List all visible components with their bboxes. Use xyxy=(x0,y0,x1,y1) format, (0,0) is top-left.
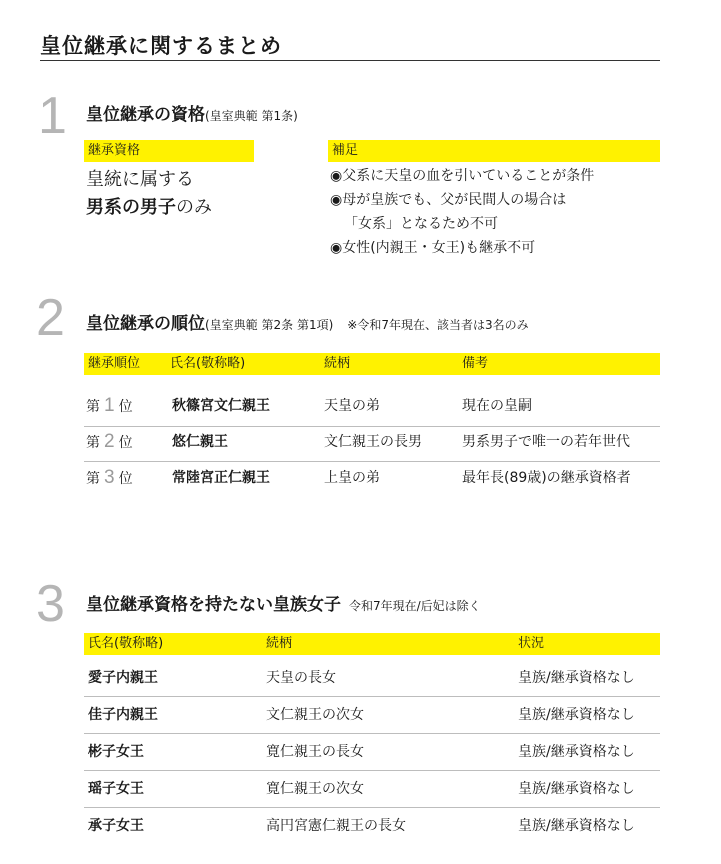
rank-cell: 第 3 位 xyxy=(86,467,133,488)
section-2-heading xyxy=(86,309,529,334)
women-table-header xyxy=(84,633,660,655)
rank-cell: 第 2 位 xyxy=(86,431,133,452)
section-3-heading-text: 皇位継承資格を持たない皇族女子 xyxy=(86,595,341,615)
relation-cell: 文仁親王の長男 xyxy=(324,434,422,450)
remarks-cell: 男系男子で唯一の若年世代 xyxy=(462,434,630,450)
page-title: 皇位継承に関するまとめ xyxy=(40,34,282,58)
rank-cell: 第 1 位 xyxy=(86,395,133,416)
notes-label: 補足 xyxy=(328,140,660,162)
name-cell: 秋篠宮文仁親王 xyxy=(172,398,270,414)
relation-cell: 寛仁親王の長女 xyxy=(266,744,364,760)
qualification-rest: のみ xyxy=(176,197,212,218)
qualification-label: 継承資格 xyxy=(84,140,254,162)
status-cell: 皇族/継承資格なし xyxy=(518,781,635,797)
section-2-heading-text: 皇位継承の順位 xyxy=(86,314,205,334)
col-name: 氏名(敬称略) xyxy=(88,636,164,651)
status-cell: 皇族/継承資格なし xyxy=(518,818,635,834)
section-2-heading-source: (皇室典範 第2条 第1項) xyxy=(205,318,334,332)
name-cell: 愛子内親王 xyxy=(88,670,158,686)
section-2-heading-note: ※令和7年現在、該当者は3名のみ xyxy=(347,318,529,332)
section-2-number: 2 xyxy=(36,289,65,347)
relation-cell: 天皇の弟 xyxy=(324,398,380,414)
section-1-heading-text: 皇位継承の資格 xyxy=(86,105,205,125)
name-cell: 常陸宮正仁親王 xyxy=(172,470,270,486)
qualification-emphasis: 男系の男子 xyxy=(86,197,176,218)
table-row xyxy=(84,808,660,845)
name-cell: 瑶子女王 xyxy=(88,781,144,797)
table-row xyxy=(84,771,660,808)
table-row xyxy=(84,660,660,697)
col-relation: 続柄 xyxy=(266,636,293,651)
name-cell: 彬子女王 xyxy=(88,744,144,760)
section-3-heading xyxy=(86,590,481,615)
note-item: ◉母が皇族でも、父が民間人の場合は xyxy=(330,192,567,208)
col-name: 氏名(敬称略) xyxy=(170,356,246,371)
table-row xyxy=(84,734,660,771)
col-relation: 続柄 xyxy=(324,356,351,371)
table-row xyxy=(84,697,660,734)
section-3-heading-note: 令和7年現在/后妃は除く xyxy=(349,599,481,613)
col-rank: 継承順位 xyxy=(88,356,141,371)
table-row xyxy=(84,460,660,496)
succession-table-header xyxy=(84,353,660,375)
remarks-cell: 最年長(89歳)の継承資格者 xyxy=(462,470,631,486)
title-divider xyxy=(40,60,660,61)
note-item: ◉女性(内親王・女王)も継承不可 xyxy=(330,240,536,256)
relation-cell: 高円宮憲仁親王の長女 xyxy=(266,818,406,834)
section-1-heading xyxy=(86,100,298,125)
status-cell: 皇族/継承資格なし xyxy=(518,744,635,760)
remarks-cell: 現在の皇嗣 xyxy=(462,398,532,414)
section-1-number: 1 xyxy=(38,87,67,145)
table-row xyxy=(84,388,660,424)
col-remarks: 備考 xyxy=(462,356,489,371)
section-1-heading-source: (皇室典範 第1条) xyxy=(205,109,298,123)
note-item: ◉父系に天皇の血を引いていることが条件 xyxy=(330,168,595,184)
col-status: 状況 xyxy=(518,636,545,651)
qualification-text xyxy=(86,166,212,222)
qualification-line-2 xyxy=(86,194,212,222)
name-cell: 佳子内親王 xyxy=(88,707,158,723)
table-row xyxy=(84,424,660,460)
name-cell: 悠仁親王 xyxy=(172,434,228,450)
relation-cell: 文仁親王の次女 xyxy=(266,707,364,723)
status-cell: 皇族/継承資格なし xyxy=(518,670,635,686)
notes-list xyxy=(330,164,594,260)
status-cell: 皇族/継承資格なし xyxy=(518,707,635,723)
name-cell: 承子女王 xyxy=(88,818,144,834)
relation-cell: 天皇の長女 xyxy=(266,670,336,686)
note-item: 「女系」となるため不可 xyxy=(344,216,498,232)
qualification-line-1: 皇統に属する xyxy=(86,169,194,190)
relation-cell: 寛仁親王の次女 xyxy=(266,781,364,797)
section-3-number: 3 xyxy=(36,575,65,633)
relation-cell: 上皇の弟 xyxy=(324,470,380,486)
